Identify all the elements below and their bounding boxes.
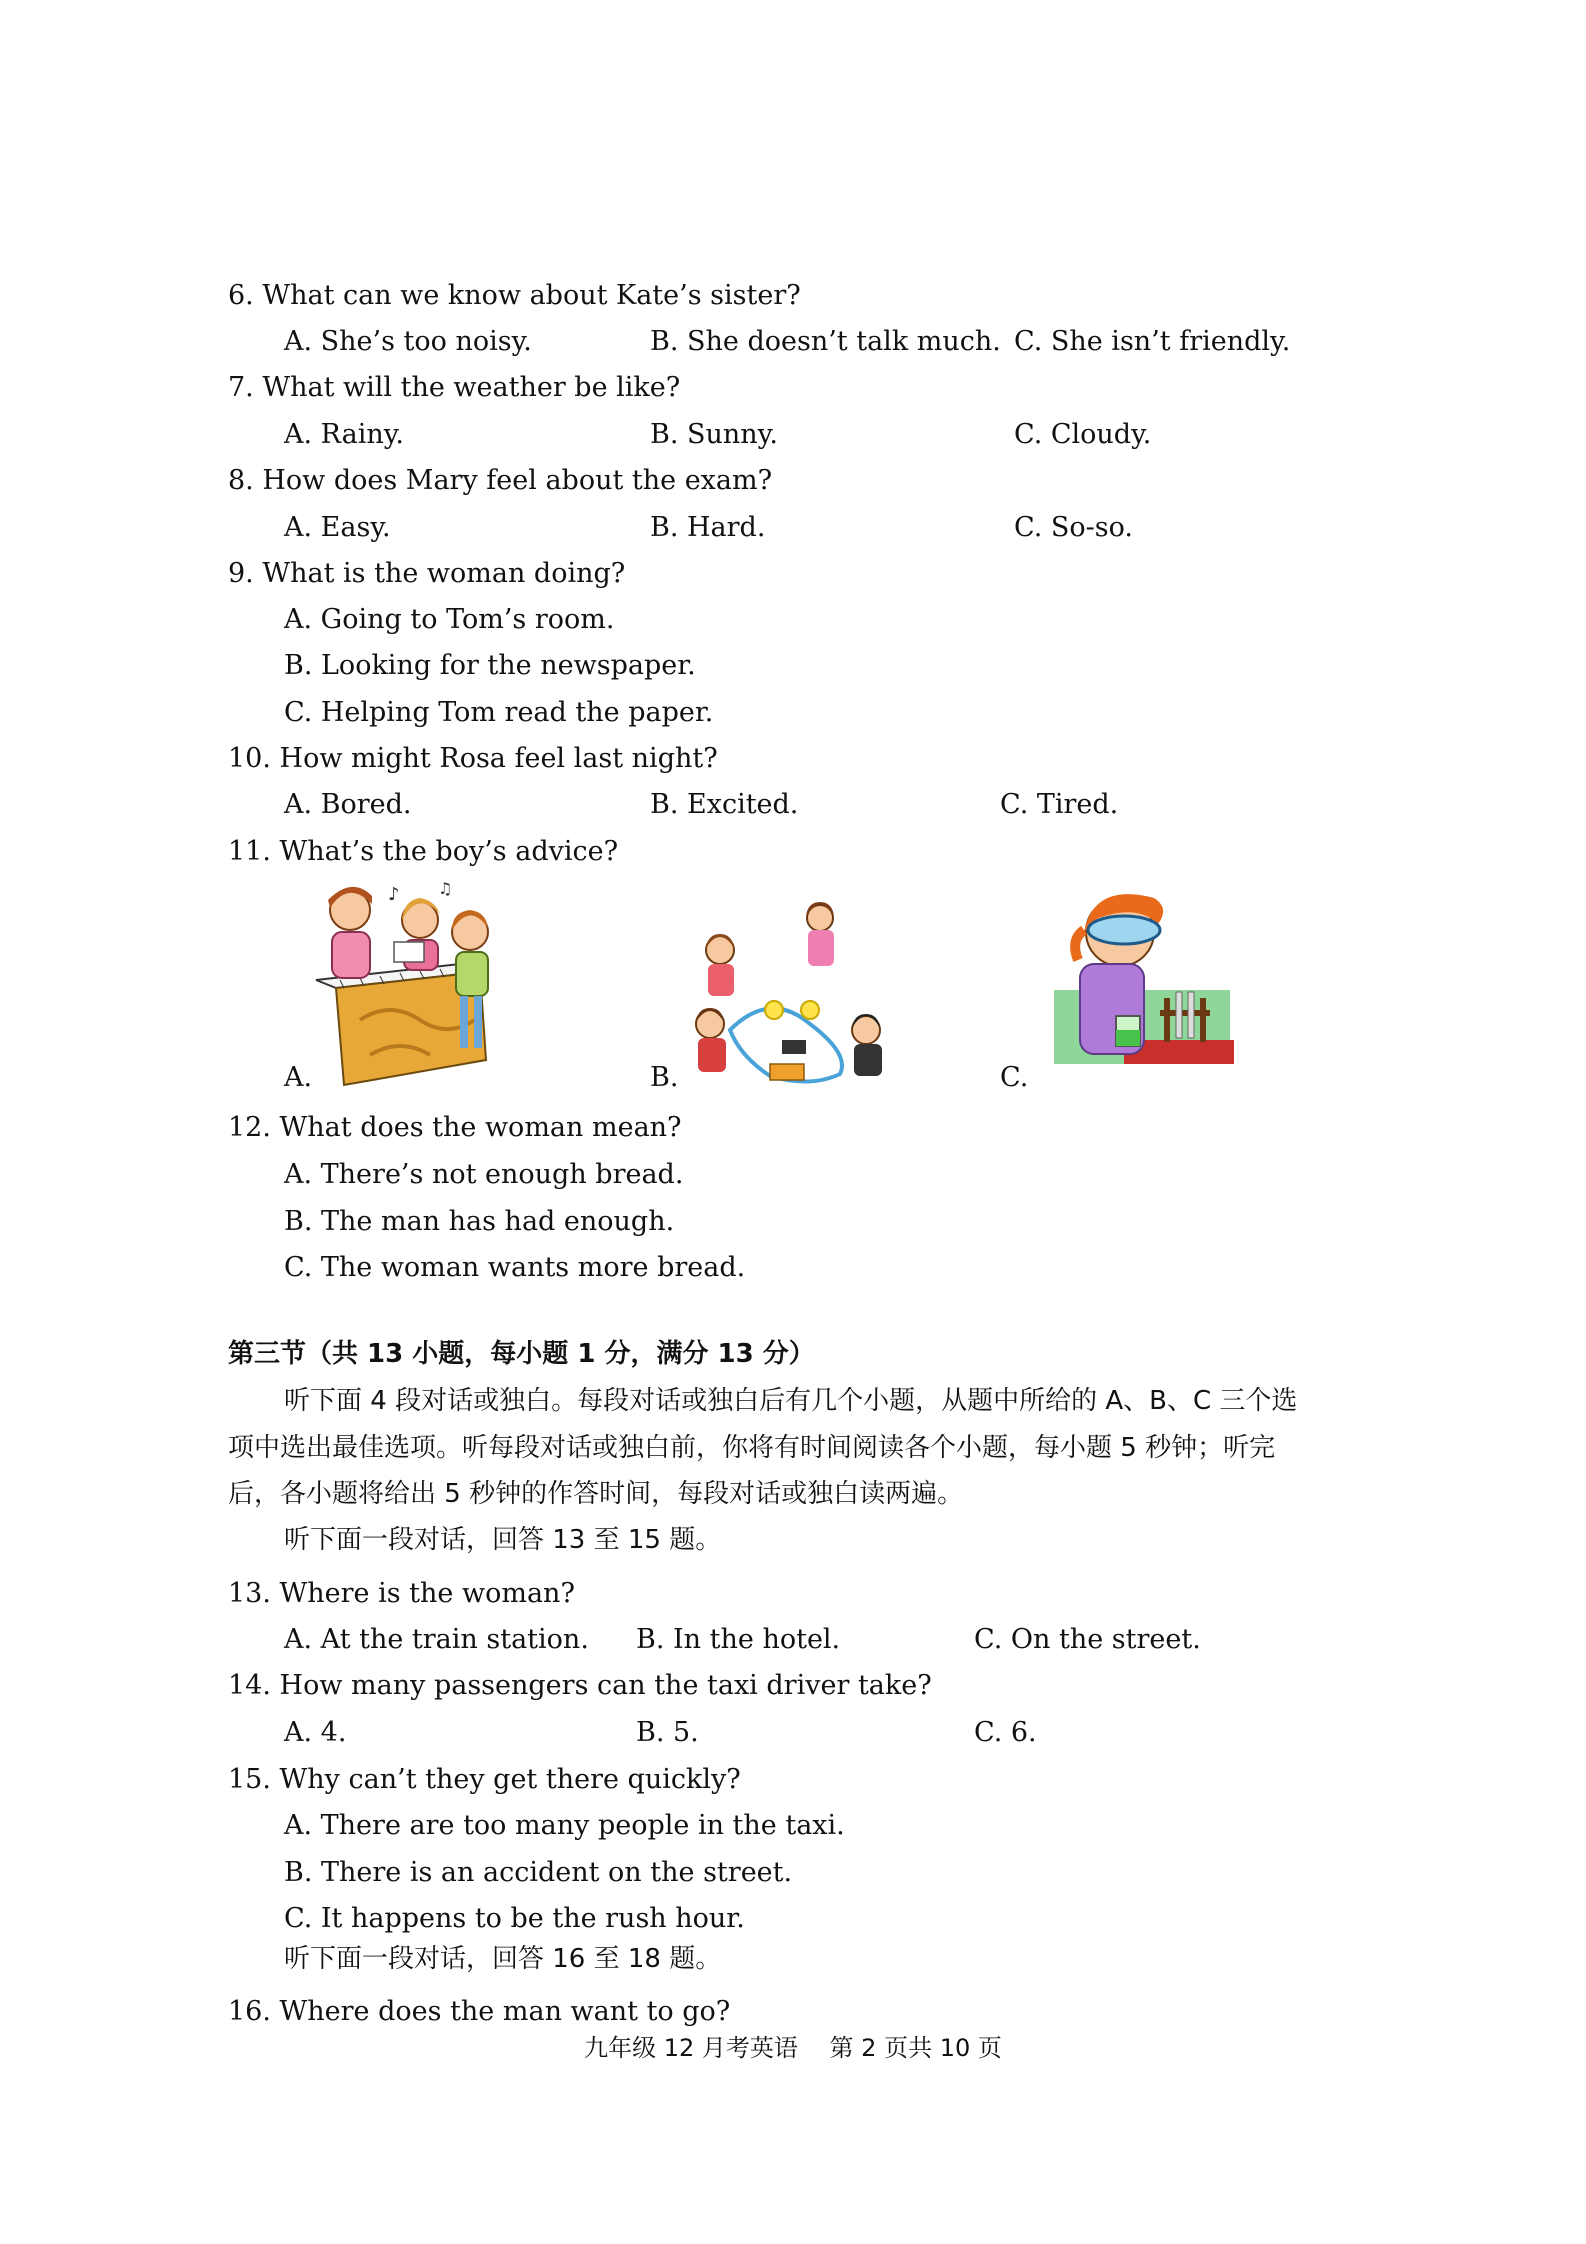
dialog-instruction-13-15: 听下面一段对话，回答 13 至 15 题。 — [284, 1525, 722, 1555]
q12-option-c: C. The woman wants more bread. — [284, 1252, 746, 1283]
q14-option-a: A. 4. — [284, 1717, 347, 1748]
q13-option-b: B. In the hotel. — [636, 1624, 841, 1655]
q16-stem: 16. Where does the man want to go? — [228, 1996, 731, 2027]
q15-stem: 15. Why can’t they get there quickly? — [228, 1764, 741, 1795]
q6-stem: 6. What can we know about Kate’s sister? — [228, 280, 801, 311]
q10-stem: 10. How might Rosa feel last night? — [228, 743, 718, 774]
q15-option-b: B. There is an accident on the street. — [284, 1857, 793, 1888]
svg-text:♪: ♪ — [388, 884, 400, 905]
q6-option-a: A. She’s too noisy. — [284, 326, 532, 357]
q6-option-c: C. She isn’t friendly. — [1014, 326, 1291, 357]
dialog-instruction-16-18: 听下面一段对话，回答 16 至 18 题。 — [284, 1944, 722, 1974]
singing-children-picture — [310, 880, 520, 1090]
section3-title: 第三节（共 13 小题，每小题 1 分，满分 13 分） — [228, 1339, 815, 1369]
q7-option-b: B. Sunny. — [650, 419, 778, 450]
section3-instruction-line1: 听下面 4 段对话或独白。每段对话或独白后有几个小题，从题中所给的 A、B、C 三个选 — [284, 1386, 1298, 1416]
section3-instruction-line2: 项中选出最佳选项。听每段对话或独白前，你将有时间阅读各个小题，每小题 5 秒钟；听完 — [228, 1433, 1276, 1463]
page-footer: 九年级 12 月考英语 第 2 页共 10 页 — [584, 2034, 1002, 2062]
q10-option-c: C. Tired. — [1000, 789, 1119, 820]
q12-option-a: A. There’s not enough bread. — [284, 1159, 684, 1190]
q10-option-a: A. Bored. — [284, 789, 412, 820]
q13-stem: 13. Where is the woman? — [228, 1578, 575, 1609]
svg-text:♫: ♫ — [438, 880, 453, 898]
q7-option-a: A. Rainy. — [284, 419, 404, 450]
q12-option-b: B. The man has had enough. — [284, 1206, 675, 1237]
q10-option-b: B. Excited. — [650, 789, 799, 820]
chemistry-experiment-picture — [1040, 880, 1240, 1080]
q9-option-a: A. Going to Tom’s room. — [284, 604, 615, 635]
q15-option-a: A. There are too many people in the taxi. — [284, 1810, 845, 1841]
q11-option-a: A. — [284, 1062, 313, 1093]
circuit-experiment-picture — [690, 890, 890, 1090]
q9-option-b: B. Looking for the newspaper. — [284, 650, 696, 681]
q7-option-c: C. Cloudy. — [1014, 419, 1152, 450]
q15-option-c: C. It happens to be the rush hour. — [284, 1903, 745, 1934]
q11-option-b: B. — [650, 1062, 679, 1093]
q12-stem: 12. What does the woman mean? — [228, 1112, 682, 1143]
q13-option-a: A. At the train station. — [284, 1624, 589, 1655]
q6-option-b: B. She doesn’t talk much. — [650, 326, 1001, 357]
q8-stem: 8. How does Mary feel about the exam? — [228, 465, 773, 496]
q8-option-b: B. Hard. — [650, 512, 766, 543]
q9-option-c: C. Helping Tom read the paper. — [284, 697, 714, 728]
q13-option-c: C. On the street. — [974, 1624, 1201, 1655]
q14-option-b: B. 5. — [636, 1717, 699, 1748]
q8-option-c: C. So-so. — [1014, 512, 1133, 543]
q7-stem: 7. What will the weather be like? — [228, 372, 681, 403]
section3-instruction-line3: 后，各小题将给出 5 秒钟的作答时间，每段对话或独白读两遍。 — [228, 1479, 964, 1509]
q11-option-c: C. — [1000, 1062, 1029, 1093]
q14-stem: 14. How many passengers can the taxi driver take? — [228, 1670, 932, 1701]
q14-option-c: C. 6. — [974, 1717, 1037, 1748]
q8-option-a: A. Easy. — [284, 512, 391, 543]
q9-stem: 9. What is the woman doing? — [228, 558, 626, 589]
q11-stem: 11. What’s the boy’s advice? — [228, 836, 619, 867]
